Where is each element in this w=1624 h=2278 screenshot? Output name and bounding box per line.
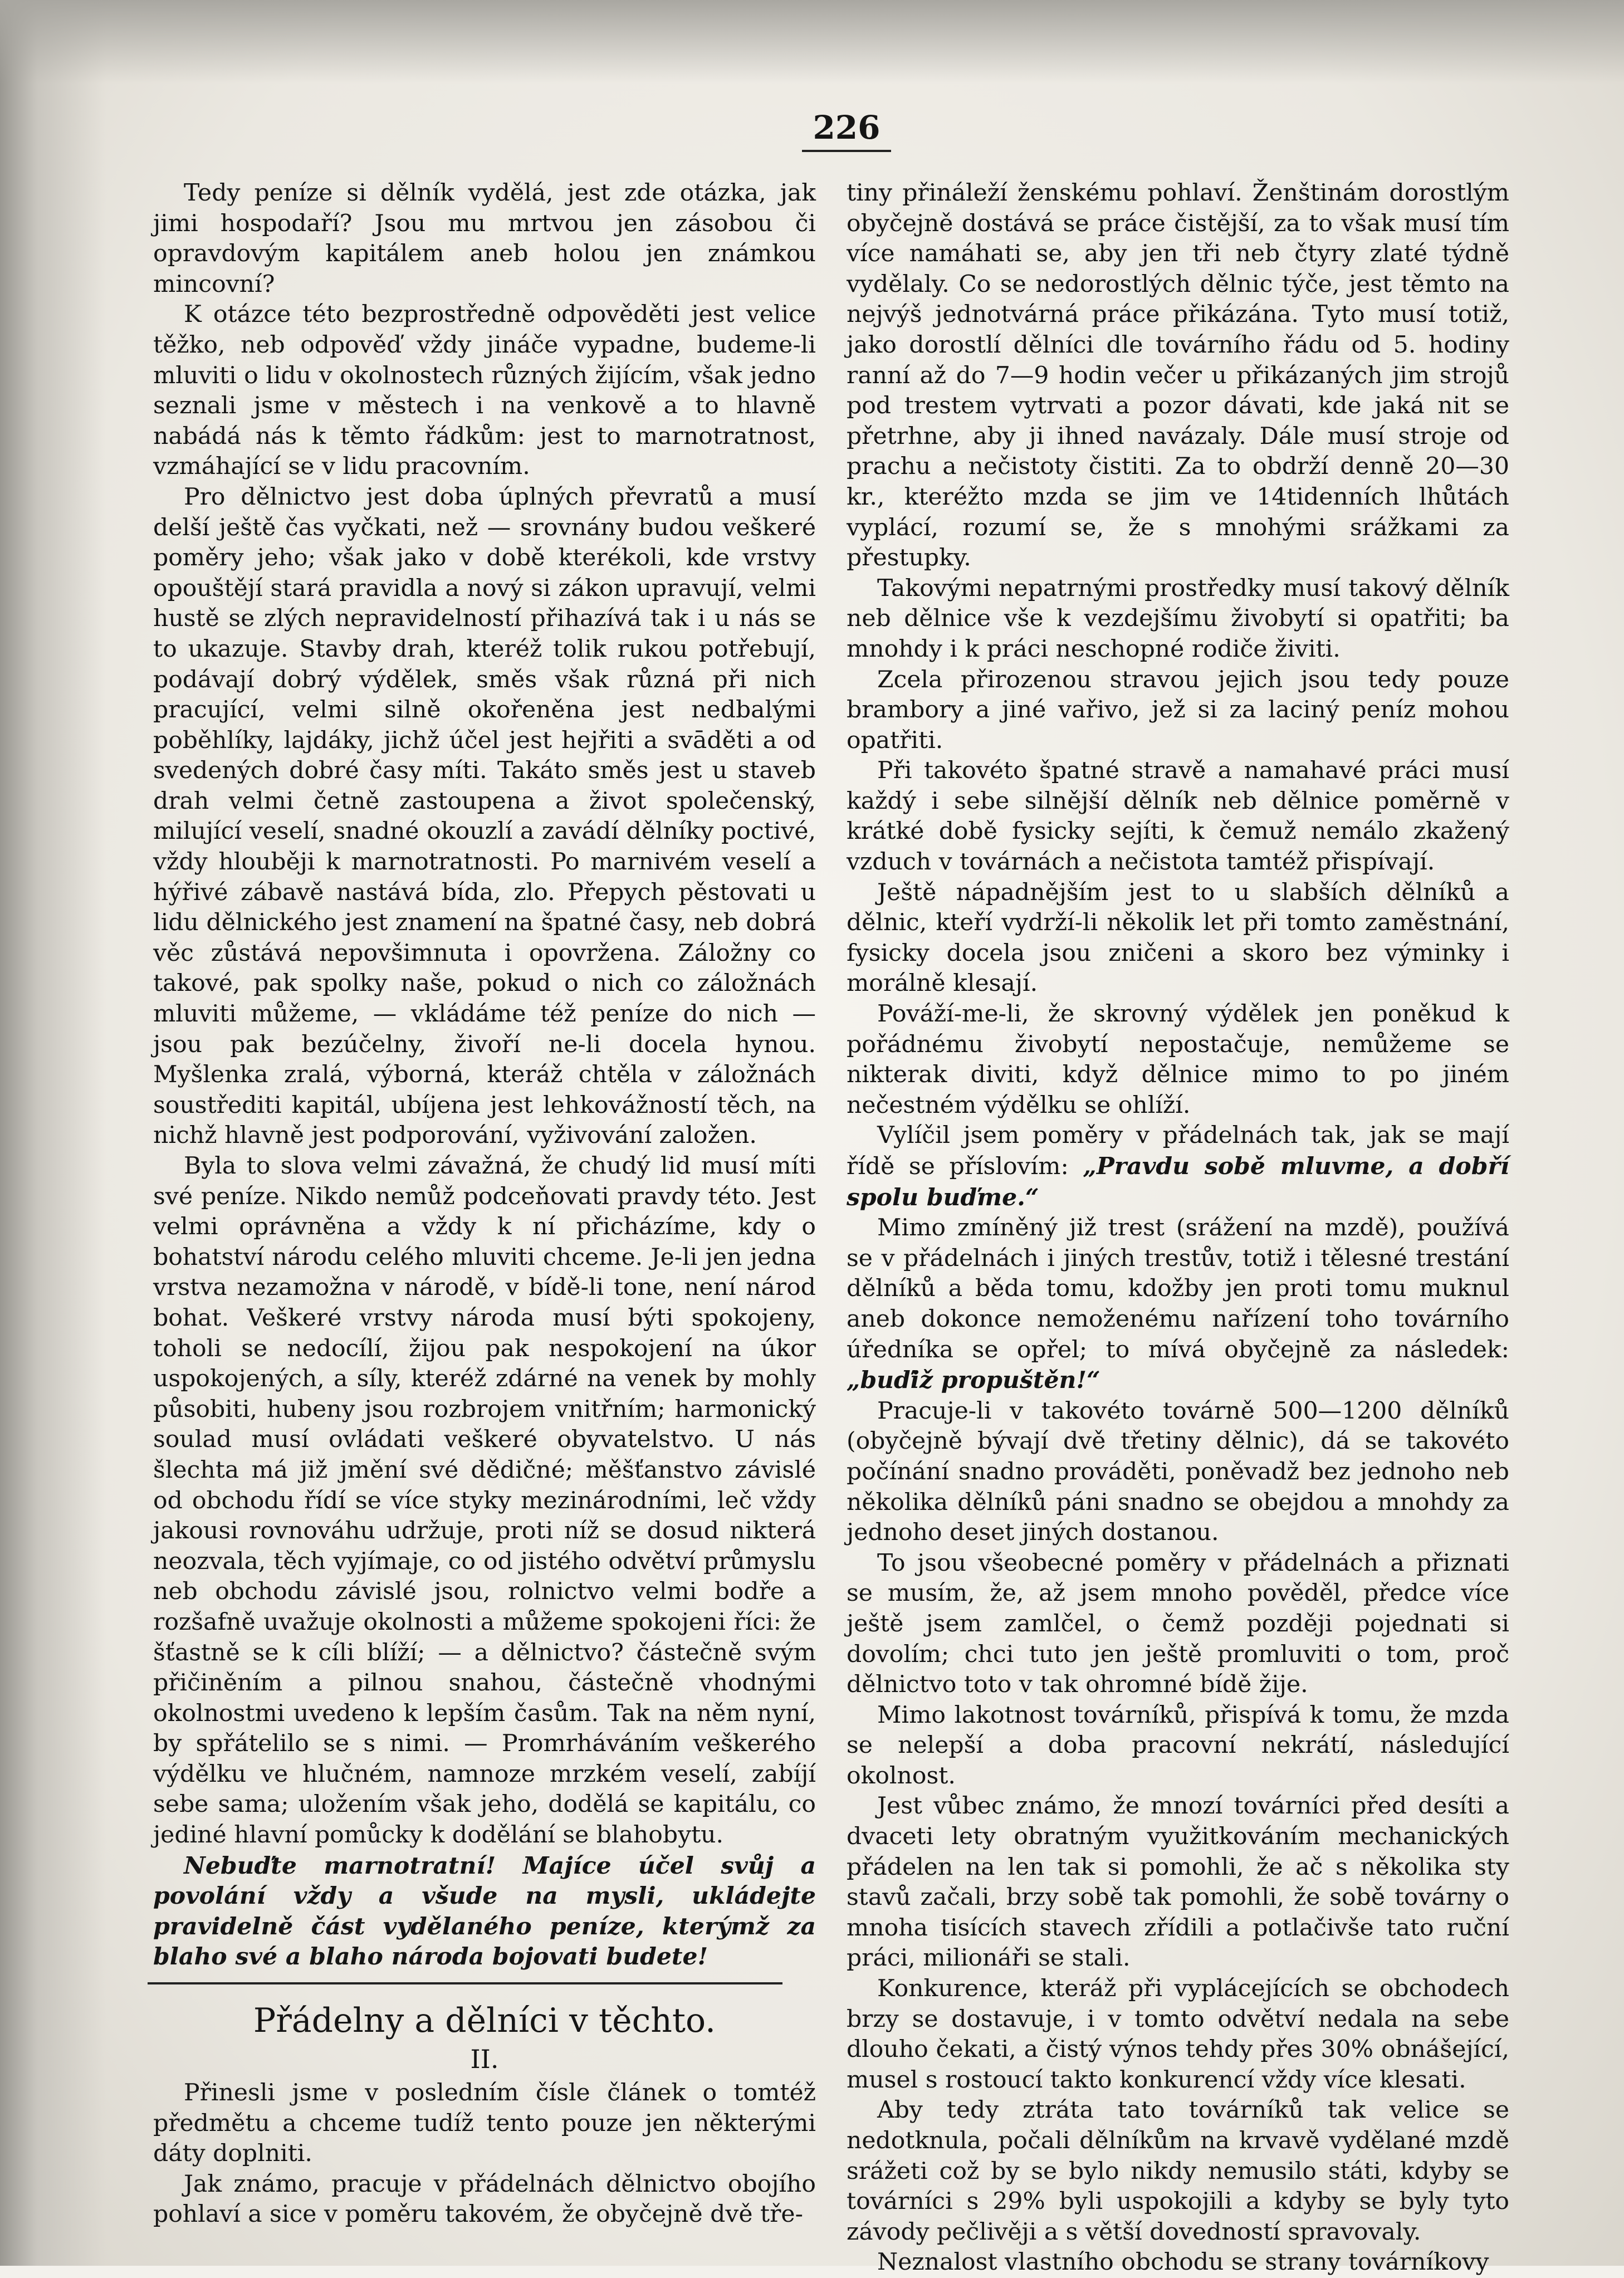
paragraph: Zcela přirozenou stravou jejich jsou tedy pouze brambory a jiné vařivo, jež si za laciný peníz mohou opatřiti. xyxy=(847,666,1509,754)
appeal-paragraph: Nebuďte marnotratní! Majíce účel svůj a povolání vždy a všude na mysli, ukládejte pravidelně část vydělaného peníze, kterýmž za blaho své a blaho národa bojovati budete! xyxy=(153,1851,816,1971)
paragraph: tiny přináleží ženskému pohlaví. Ženštinám dorostlým obyčejně dostává se práce čistější, za to však musí tím více namáhati se, aby jen tři neb čtyry zlaté týdně vydělaly. Co se nedorostlých dělnic týče, jest těmto na nejvýš jednotvárná práce přikázána. Tyto musí totiž, jako dorostlí dělníci dle továrního řádu od 5. hodiny ranní až do 7—9 hodin večer u přikázaných jim strojů pod trestem vytrvati a pozor dávati, kde jaká nit se přetrhne, aby ji ihned navázaly. Dále musí stroje od prachu a nečistoty čistiti. Za to obdrží denně 20—30 kr., kteréžto mzda se jim ve 14tidenních lhůtách vyplácí, rozumí se, že s mnohými srážkami za přestupky. xyxy=(847,179,1509,572)
right-column xyxy=(847,178,1509,2278)
paragraph: Pováží-me-li, že skrovný výdělek jen poněkud k pořádnému živobytí nepostačuje, nemůžeme se nikterak diviti, když dělnice mimo to po jiném nečestném výdělku se ohlíží. xyxy=(847,1000,1509,1119)
section-divider xyxy=(148,1982,782,1984)
paragraph: Konkurence, kteráž při vyplácejících se obchodech brzy se dostavuje, i v tomto odvětví nedala na sebe dlouho čekati, a čistý výnos tehdy přes 30% obnášející, musel s rostoucí takto konkurencí vždy více klesati. xyxy=(847,1975,1509,2094)
paragraph: Ještě nápadnějším jest to u slabších dělníků a dělnic, kteří vydrží-li několik let při tomto zaměstnání, fysicky docela jsou zničeni a skoro bez výminky i morálně klesají. xyxy=(847,878,1509,998)
paragraph: Přinesli jsme v posledním čísle článek o tomtéž předmětu a chceme tudíž tento pouze jen některými dáty doplniti. xyxy=(153,2079,816,2168)
paragraph: Při takovéto špatné stravě a namahavé práci musí každý i sebe silnější dělník neb dělnice poměrně v krátké době fysicky sejíti, k čemuž nemálo zkažený vzduch v továrnách a nečistota tamtéž přispívají. xyxy=(847,757,1509,876)
paragraph xyxy=(847,1213,1509,1396)
proverb-quote: „Pravdu sobě mluvme, a dobří spolu buďme.“ xyxy=(847,1152,1509,1211)
paragraph: Jest vůbec známo, že mnozí továrníci před desíti a dvaceti lety obratným využitkováním mechanických přádelen na len tak si pomohli, že ač s několika sty stavů začali, brzy sobě tak pomohli, že sobě továrny o mnoha tisících stavech zřídili a potlačivše tato ruční práci, milionáři se stali. xyxy=(847,1792,1509,1972)
page-number: 226 xyxy=(802,109,891,152)
scan-edge-shadow-top xyxy=(0,0,1624,84)
paragraph xyxy=(847,1121,1509,1213)
paragraph: Pro dělnictvo jest doba úplných převratů a musí delší ještě čas vyčkati, než — srovnány budou veškeré poměry jeho; však jako v době kterékoli, kde vrstvy opouštějí stará pravidla a nový si zákon upravují, velmi hustě se zlých nepravidelností přihazívá tak i u nás se to ukazuje. Stavby drah, kteréž tolik rukou potřebují, podávají dobrý výdělek, směs však různá při nich pracující, velmi silně okořeněna jest nedbalými poběhlíky, lajdáky, jichž účel jest hejřiti a svāděti a od svedených dobré časy míti. Takáto směs jest u staveb drah velmi četně zastoupena a život společenský, milující veselí, snadné okouzlí a zavádí dělníky poctivé, vždy hlouběji k marnotratnosti. Po marnivém veselí a hýřivé zábavě nastává bída, zlo. Přepych pěstovati u lidu dělnického jest znamení na špatné časy, neb dobrá věc zůstává nepovšimnuta i opovržena. Záložny co takové, pak spolky naše, pokud o nich co záložnách mluviti můžeme, — vkládáme též peníze do nich — jsou pak bezúčelny, živoří ne-li docela hynou. Myšlenka zralá, výborná, kteráž chtěla v záložnách soustřediti kapitál, ubíjena jest lehkovážností těch, na nichž hlavně jest podporování, vyživování založen. xyxy=(153,483,816,1150)
paragraph-text: Vylíčil jsem poměry v přádelnách tak, jak se mají řídě se příslovím: xyxy=(847,1122,1509,1180)
paragraph: K otázce této bezprostředně odpověděti jest velice těžko, neb odpověď vždy jináče vypadne, budeme-li mluviti o lidu v okolnostech různých žijícím, však jedno seznali jsme v městech i na venkově a to hlavně nabádá nás k těmto řádkům: jest to marnotratnost, vzmáhající se v lidu pracovním. xyxy=(153,301,816,481)
left-column xyxy=(153,178,816,2230)
dismissal-quote: „buďiž propuštěn!“ xyxy=(847,1366,1100,1395)
scan-edge-shadow-left xyxy=(0,0,106,2266)
paragraph: Pracuje-li v takovéto továrně 500—1200 dělníků (obyčejně bývají dvě třetiny dělnic), dá se takovéto počínání snadno prováděti, poněvadž bez jednoho neb několika dělníků páni snadno se obejdou a mnohdy za jednoho deset jiných dostanou. xyxy=(847,1397,1509,1547)
section-title: Přádelny a dělníci v těchto. xyxy=(253,2001,716,2041)
paragraph-text: Mimo zmíněný již trest (srážení na mzdě), používá se v přádelnách i jiných trestův, totiž i tělesné trestání dělníků a běda tomu, kdožby jen proti tomu muknul aneb dokonce nemoženému nařízení toho továrního úředníka se opřel; to mívá obyčejně za následek: xyxy=(847,1214,1509,1363)
paragraph: Neznalost vlastního obchodu se strany továrníkovy xyxy=(877,2248,1489,2276)
paragraph: To jsou všeobecné poměry v přádelnách a přiznati se musím, že, až jsem mnoho pověděl, předce více ještě jsem zamlčel, o čemž později pojednati si dovolím; chci tuto jen ještě promluviti o tom, proč dělnictvo toto v tak ohromné bídě žije. xyxy=(847,1549,1509,1699)
paragraph: Tedy peníze si dělník vydělá, jest zde otázka, jak jimi hospodaří? Jsou mu mrtvou jen zásobou či opravdovým kapitálem aneb holou jen známkou mincovní? xyxy=(153,179,816,298)
section-number: II. xyxy=(470,2044,499,2075)
paragraph: Mimo lakotnost továrníků, přispívá k tomu, že mzda se nelepší a doba pracovní nekrátí, následující okolnost. xyxy=(847,1701,1509,1790)
paragraph: Jak známo, pracuje v přádelnách dělnictvo obojího pohlaví a sice v poměru takovém, že obyčejně dvě tře- xyxy=(153,2170,816,2228)
paragraph: Takovými nepatrnými prostředky musí takový dělník neb dělnice vše k vezdejšímu živobytí si opatřiti; ba mnohdy i k práci neschopné rodiče živiti. xyxy=(847,574,1509,663)
paragraph: Byla to slova velmi závažná, že chudý lid musí míti své peníze. Nikdo nemůž podceňovati pravdy této. Jest velmi oprávněna a vždy k ní přicházíme, kdy o bohatství národu celého mluviti chceme. Je-li jen jedna vrstva nezamožna v národě, v bídě-li tone, není národ bohat. Veškeré vrstvy národa musí býti spokojeny, toholi se nedocílí, žijou pak nespokojení na úkor uspokojených, a síly, kteréž zdárné na venek by mohly působiti, hubeny jsou rozbrojem vnitřním; harmonický soulad musí ovládati veškeré obyvatelstvo. U nás šlechta má již jmění své dědičné; měšťanstvo závislé od obchodu řídí se více styky mezinárodními, leč vždy jakousi rovnováhu udržuje, proti níž se dosud nikterá neozvala, těch vyjímaje, co od jistého odvětví průmyslu neb obchodu závislé jsou, rolnictvo velmi bodře a rozšafně uvažuje okolnosti a můžeme spokojeni říci: že šťastně se k cíli blíží; — a dělnictvo? částečně svým přičiněním a pilnou snahou, částečně vhodnými okolnostmi uvedeno k lepším časům. Tak na něm nyní, by spřátelilo se s nimi. — Promrháváním veškerého výdělku ve hlučném, namnoze mrzkém veselí, zabíjí sebe sama; uložením však jeho, dodělá se kapitálu, co jediné hlavní pomůcky k dodělání se blahobytu. xyxy=(153,1152,816,1849)
paragraph: Aby tedy ztráta tato továrníků tak velice se nedotknula, počali dělníkům na krvavě vydělané mzdě srážeti což by se bylo nikdy nemusilo státi, kdyby se továrníci s 29% byli uspokojili a kdyby se byly tyto závody pečlivěji a s větší dovedností spravovaly. xyxy=(847,2096,1509,2246)
